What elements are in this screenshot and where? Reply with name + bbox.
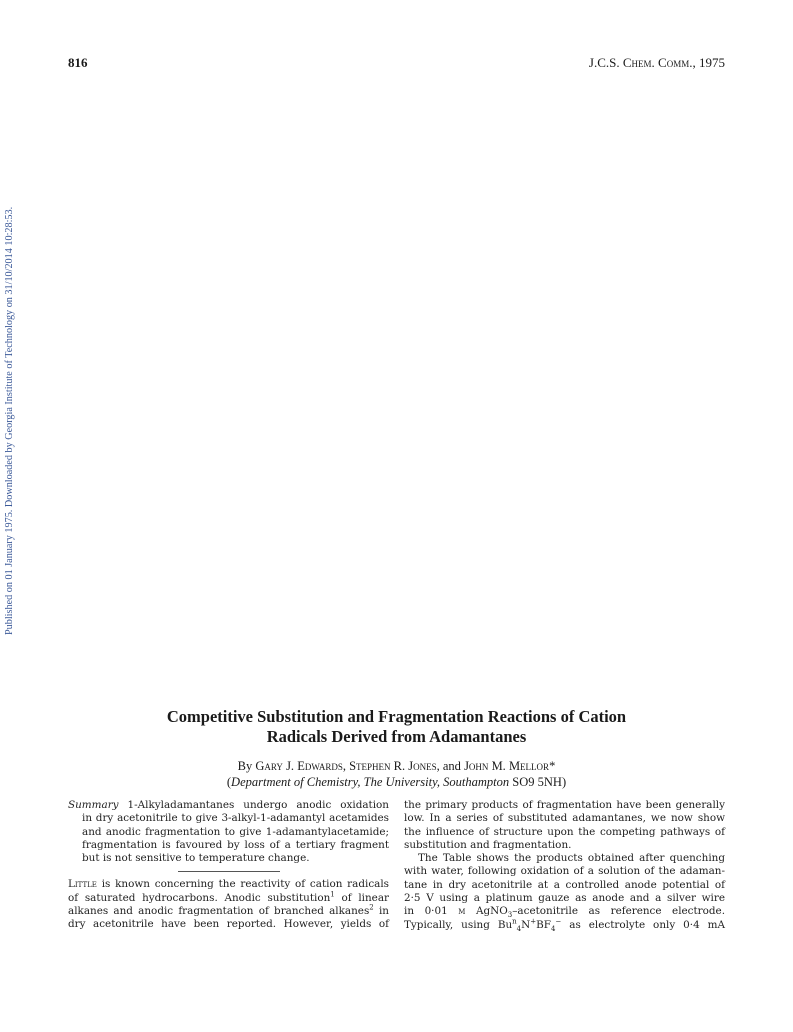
author-line: By Gary J. Edwards, Stephen R. Jones, and John M. Mellor* [237, 759, 556, 773]
body-line: the influence of structure upon the competing pathways of [404, 825, 725, 838]
summary-label: Summary [68, 799, 119, 811]
summary-line: in dry acetonitrile to give 3-alkyl-1-adamantyl acetamides [82, 812, 389, 825]
right-column [404, 799, 725, 932]
journal-header: J.C.S. Chem. Comm., 1975 [588, 55, 725, 70]
summary-line: Summary 1-Alkyladamantanes undergo anodic oxidation [68, 799, 389, 811]
summary-divider [178, 871, 280, 872]
body-line: low. In a series of substituted adamantanes, we now show [404, 812, 725, 825]
affiliation: (Department of Chemistry, The University, Southampton SO9 5NH) [226, 775, 567, 789]
body-line: The Table shows the products obtained after quenching [418, 852, 725, 865]
body-line: of saturated hydrocarbons. Anodic substitution$^1$ of linear [68, 890, 389, 904]
body-line: Typically, using $Bu^n_4N^+BF_4^-$ as electrolyte only 0·4 mA [404, 917, 725, 933]
body-line: in 0·01 m AgNO$_3$–acetonitrile as reference electrode. [404, 905, 725, 920]
body-line: dry acetonitrile have been reported. However, yields of [68, 918, 389, 931]
body-line: Little is known concerning the reactivity of cation radicals [68, 878, 389, 891]
body-line: tane in dry acetonitrile at a controlled anode potential of [404, 878, 725, 891]
summary-line: but is not sensitive to temperature change. [82, 852, 310, 865]
body-line: 2·5 V using a platinum gauze as anode and a silver wire [404, 892, 725, 905]
summary-line: and anodic fragmentation to give 1-adamantylacetamide; [82, 825, 389, 838]
body-line: substitution and fragmentation. [404, 838, 572, 851]
title-line-2: Radicals Derived from Adamantanes [266, 727, 527, 746]
summary-line: fragmentation is favoured by loss of a tertiary fragment [82, 838, 389, 851]
left-column [68, 799, 389, 932]
download-watermark[interactable]: Published on 01 January 1975. Downloaded by Georgia Institute of Technology on 31/10/2014 10:28:53. [4, 206, 15, 635]
title-line-1: Competitive Substitution and Fragmentation Reactions of Cation [166, 707, 627, 726]
article-title [68, 707, 725, 747]
body-line: alkanes and anodic fragmentation of branched alkanes$^2$ in [68, 903, 389, 918]
body-line: with water, following oxidation of a solution of the adaman- [404, 865, 725, 878]
page-number: 816 [68, 55, 88, 70]
body-line: the primary products of fragmentation have been generally [404, 799, 725, 811]
